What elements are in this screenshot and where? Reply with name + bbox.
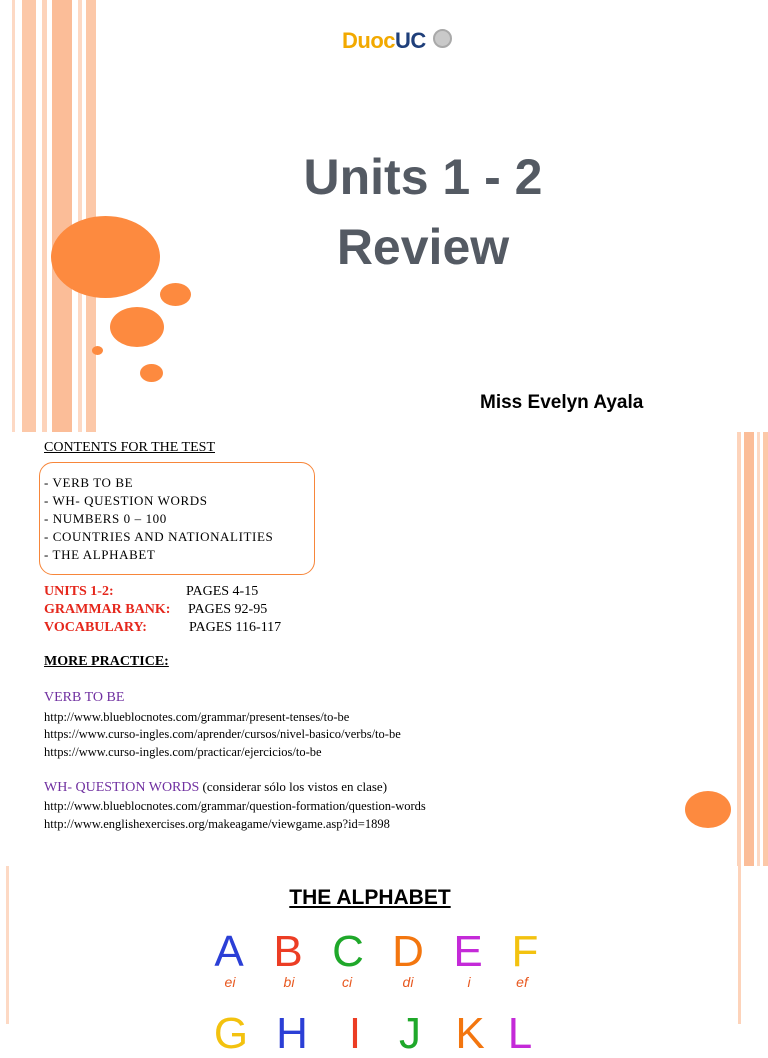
alphabet-letter: G <box>213 1009 249 1058</box>
duoc-uc-logo <box>340 18 456 66</box>
contents-list <box>44 474 273 564</box>
decor-circle <box>110 307 164 347</box>
title-slide <box>0 0 768 432</box>
left-stripe <box>42 0 47 432</box>
left-stripe <box>12 0 15 432</box>
page-ref-label: UNITS 1-2: <box>44 584 114 599</box>
alphabet-letter: L <box>507 1009 533 1058</box>
decor-circle <box>160 283 191 306</box>
decor-circle <box>140 364 163 382</box>
decor-circle <box>51 216 160 298</box>
alphabet-letter: B <box>273 927 303 976</box>
letter-pronunciation: di <box>402 974 414 990</box>
logo-brand: Duoc <box>342 28 395 53</box>
page-ref-value: PAGES 4-15 <box>186 584 259 599</box>
alphabet-letter: A <box>214 927 244 976</box>
alphabet-letter: I <box>348 1009 362 1058</box>
alphabet-letter: J <box>399 1009 421 1058</box>
practice-link[interactable]: http://www.englishexercises.org/makeagame/viewgame.asp?id=1898 <box>44 817 390 831</box>
practice-link[interactable]: https://www.curso-ingles.com/practicar/ejercicios/to-be <box>44 745 322 759</box>
practice-link[interactable]: http://www.blueblocnotes.com/grammar/question-formation/question-words <box>44 799 426 813</box>
practice-link[interactable]: http://www.blueblocnotes.com/grammar/present-tenses/to-be <box>44 710 350 724</box>
university-seal-icon <box>433 29 452 48</box>
right-stripe <box>737 432 741 866</box>
slide-title-line2: Review <box>336 219 510 275</box>
left-stripe <box>78 0 82 432</box>
slide-title-line1: Units 1 - 2 <box>303 149 543 205</box>
verb-to-be-heading: VERB TO BE <box>44 690 125 705</box>
right-stripe <box>757 432 760 866</box>
alphabet-letter: F <box>511 927 539 976</box>
right-stripe <box>763 432 768 866</box>
alphabet-letter: D <box>392 927 424 976</box>
contents-title: CONTENTS FOR THE TEST <box>44 440 215 455</box>
wh-heading-text: WH- QUESTION WORDS <box>44 780 200 795</box>
right-stripe <box>744 432 754 866</box>
left-stripe <box>52 0 72 432</box>
page-ref-grammar <box>44 602 268 618</box>
more-practice-title: MORE PRACTICE: <box>44 654 169 669</box>
wh-question-heading <box>44 779 387 796</box>
page-ref-value: PAGES 116-117 <box>189 620 282 635</box>
list-item: - VERB TO BE <box>44 475 134 490</box>
letter-pronunciation: ei <box>224 974 236 990</box>
contents-slide <box>0 432 768 866</box>
left-stripe <box>22 0 36 432</box>
page-ref-label: GRAMMAR BANK: <box>44 602 171 617</box>
list-item: - NUMBERS 0 – 100 <box>44 511 167 526</box>
logo-brand-suffix: UC <box>395 28 426 53</box>
alphabet-letter: C <box>332 927 364 976</box>
letter-pronunciation: i <box>467 974 471 990</box>
letter-pronunciation: ef <box>516 974 528 990</box>
author-name: Miss Evelyn Ayala <box>480 392 644 413</box>
right-stripe <box>738 866 741 1024</box>
letter-pronunciation: bi <box>283 974 295 990</box>
alphabet-letter: K <box>455 1009 485 1058</box>
page-ref-value: PAGES 92-95 <box>188 602 268 617</box>
list-item: - WH- QUESTION WORDS <box>44 493 208 508</box>
alphabet-slide <box>0 866 768 1058</box>
decor-circle <box>685 791 731 828</box>
alphabet-letter: E <box>453 927 483 976</box>
list-item: - COUNTRIES AND NATIONALITIES <box>44 529 274 544</box>
practice-link[interactable]: https://www.curso-ingles.com/aprender/cursos/nivel-basico/verbs/to-be <box>44 727 401 741</box>
page-ref-label: VOCABULARY: <box>44 620 147 635</box>
decor-circle <box>92 346 103 355</box>
wh-heading-note: (considerar sólo los vistos en clase) <box>199 779 388 794</box>
letter-pronunciation: ci <box>341 974 353 990</box>
page-ref-units <box>44 584 259 600</box>
alphabet-title: THE ALPHABET <box>289 886 451 909</box>
alphabet-letter: H <box>276 1009 308 1058</box>
page-ref-vocabulary <box>44 620 282 636</box>
list-item: - THE ALPHABET <box>44 547 156 562</box>
